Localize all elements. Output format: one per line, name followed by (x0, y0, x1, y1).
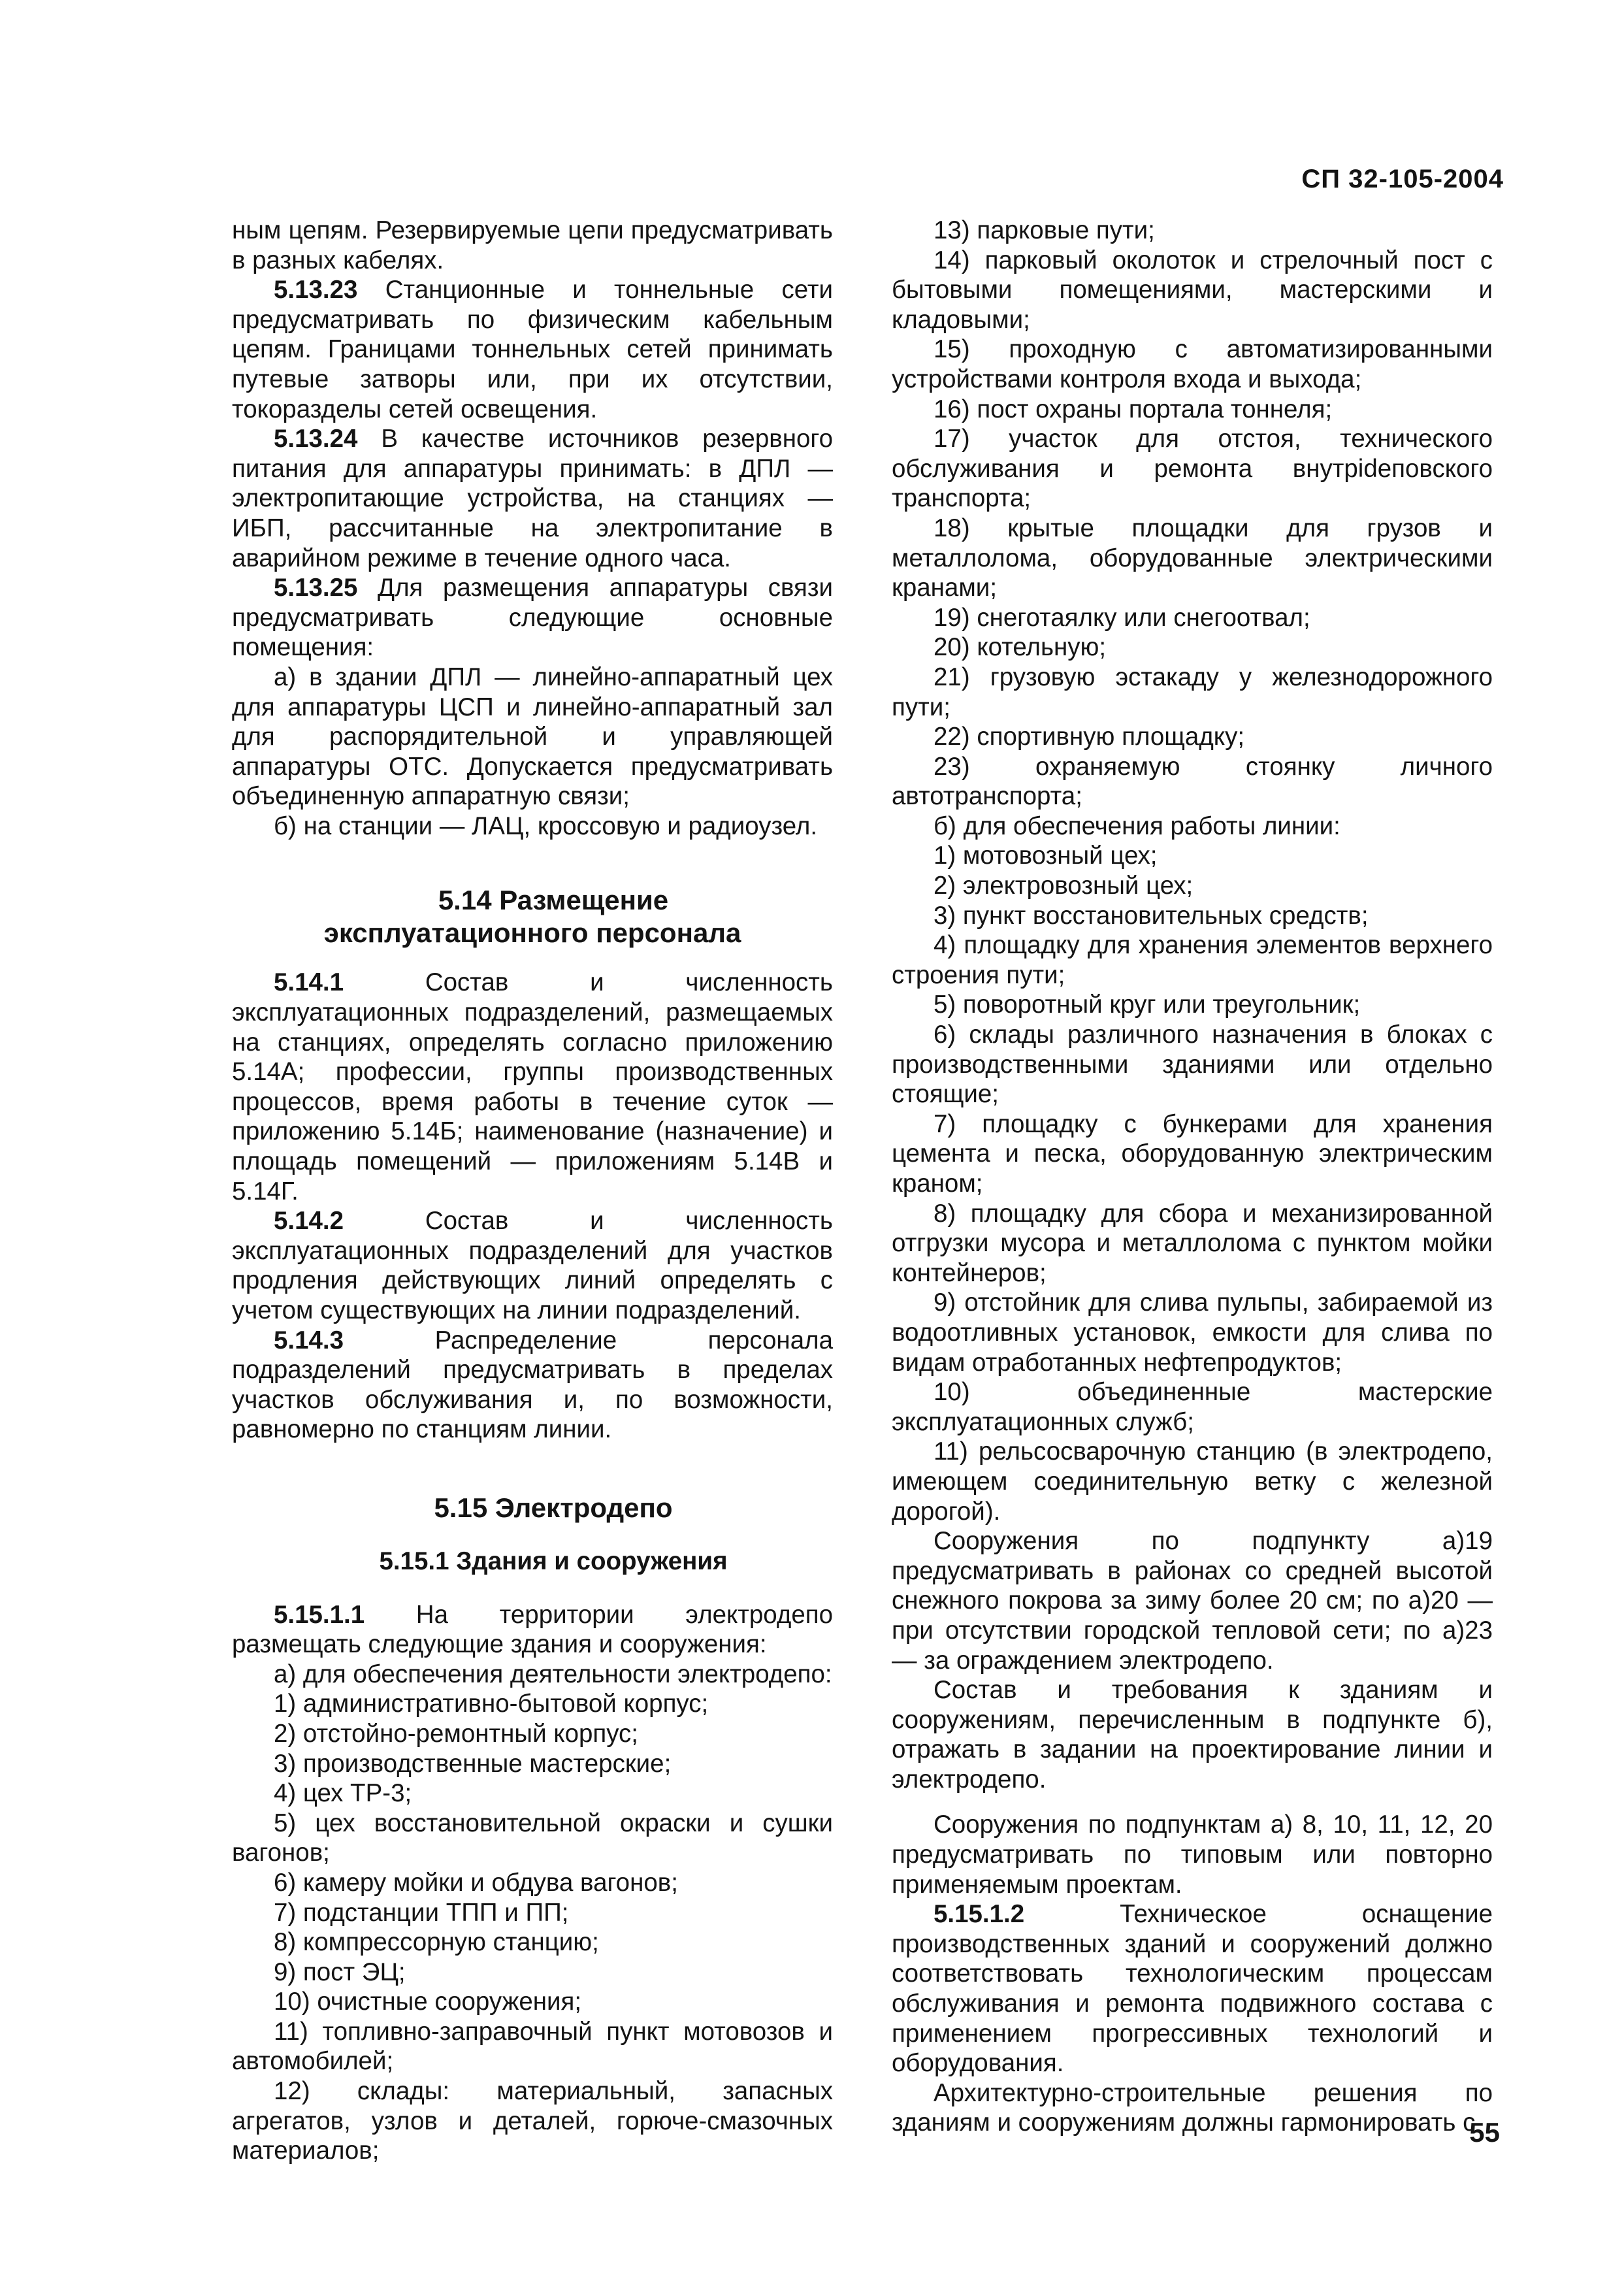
clause-text: Техническое оснащение производственных зданий и сооружений должно соответствовать технологическим процессам обслуживания и ремонта подвижного состава с применением прогрессивных технологий и оборудования. (892, 1900, 1493, 2078)
paragraph-5-13-24 (232, 424, 833, 573)
left-column (232, 216, 833, 2166)
list-item: 7) площадку с бункерами для хранения цемента и песка, оборудованную электрическим краном; (892, 1109, 1493, 1198)
list-item: 9) пост ЭЦ; (274, 1958, 406, 1986)
clause-text: Состав и численность эксплуатационных подразделений для участков продления действующих линий определять с учетом существующих на линии подразделений. (232, 1207, 833, 1324)
clause-number: 5.15.1.1 (274, 1600, 365, 1629)
paragraph-5-14-1 (232, 968, 833, 1206)
paragraph-5-15-1-1 (232, 1600, 833, 1660)
paragraph-5-15-1-2 (892, 1899, 1493, 2078)
list-item: 9) отстойник для слива пульпы, забираемой из водоотливных установок, емкости для слива по видам отработанных нефтепродуктов; (892, 1288, 1493, 1377)
list-item: 22) спортивную площадку; (934, 723, 1245, 751)
list-item: 14) парковый околоток и стрелочный пост с бытовыми помещениями, мастерскими и кладовыми; (892, 246, 1493, 334)
list-item: 11) рельсосварочную станцию (в электродепо, имеющем соединительную ветку с железной дорогой). (892, 1437, 1493, 1526)
list-item: 18) крытые площадки для грузов и металлолома, оборудованные электрическими кранами; (892, 514, 1493, 602)
list-item: 13) парковые пути; (934, 216, 1155, 244)
list-item: 16) пост охраны портала тоннеля; (934, 395, 1333, 423)
paragraph-note: Состав и требования к зданиям и сооружениям, перечисленным в подпункте б), отражать в задании на проектирование линии и электродепо. (892, 1676, 1493, 1794)
clause-number: 5.14.1 (274, 968, 344, 997)
paragraph-5-14-3 (232, 1326, 833, 1445)
list-item: 12) склады: материальный, запасных агрегатов, узлов и деталей, горюче-смазочных материалов; (232, 2077, 833, 2165)
paragraph-continuation: ным цепям. Резервируемые цепи предусматривать в разных кабелях. (232, 216, 833, 274)
list-item: 2) отстойно-ремонтный корпус; (274, 1719, 639, 1748)
list-item: 21) грузовую эстакаду у железнодорожного пути; (892, 663, 1493, 721)
list-item: 1) административно-бытовой корпус; (274, 1690, 709, 1718)
clause-number: 5.14.3 (274, 1326, 344, 1354)
list-item: 17) участок для отстоя, технического обслуживания и ремонта внутрideповского транспорта; (892, 425, 1493, 513)
list-item: 23) охраняемую стоянку личного автотранспорта; (892, 752, 1493, 811)
paragraph-5-14-2 (232, 1206, 833, 1325)
list-item: 3) пункт восстановительных средств; (934, 901, 1369, 930)
section-title-5-14: 5.14 Размещение эксплуатационного персонала (323, 885, 741, 949)
clause-text: Для размещения аппаратуры связи предусматривать следующие основные помещения: (232, 574, 833, 662)
document-code: СП 32-105-2004 (1301, 165, 1504, 193)
list-item: 7) подстанции ТПП и ПП; (274, 1898, 569, 1927)
clause-number: 5.13.25 (274, 574, 358, 602)
paragraph-note: Сооружения по подпункту а)19 предусматривать в районах со средней высотой снежного покрова за зиму более 20 см; по а)20 — при отсутствии городской тепловой сети; по а)23 — за ограждением электродепо. (892, 1527, 1493, 1675)
list-item: 1) мотовозный цех; (934, 842, 1158, 870)
list-item: 6) камеру мойки и обдува вагонов; (274, 1868, 678, 1897)
page-number: 55 (1469, 2117, 1500, 2148)
paragraph-5-13-25 (232, 573, 833, 663)
list-item: а) в здании ДПЛ — линейно-аппаратный цех для аппаратуры ЦСП и линейно-аппаратный зал для распорядительной и управляющей аппаратуры ОТС. Допускается предусматривать объединенную аппаратную связи; (232, 663, 833, 811)
clause-text: В качестве источников резервного питания для аппаратуры принимать: в ДПЛ — электропитающие устройства, на станциях — ИБП, рассчитанные на электропитание в аварийном режиме в течение одного часа. (232, 425, 833, 572)
list-item: 4) площадку для хранения элементов верхнего строения пути; (892, 931, 1493, 989)
paragraph-architecture: Архитектурно-строительные решения по зданиям и сооружениям должны гармонировать с (892, 2078, 1493, 2137)
list-item: 10) объединенные мастерские эксплуатационных служб; (892, 1378, 1493, 1436)
list-item: 4) цех ТР-3; (274, 1779, 412, 1808)
list-intro: б) для обеспечения работы линии: (934, 811, 1340, 840)
list-item: 5) цех восстановительной окраски и сушки вагонов; (232, 1809, 833, 1867)
clause-number: 5.15.1.2 (934, 1900, 1025, 1929)
list-intro: а) для обеспечения деятельности электродепо: (274, 1660, 832, 1688)
subsection-title-5-15-1: 5.15.1 Здания и сооружения (379, 1547, 728, 1575)
list-item: б) на станции — ЛАЦ, кроссовую и радиоузел. (274, 811, 818, 840)
list-item: 5) поворотный круг или треугольник; (934, 991, 1361, 1019)
section-title-5-15: 5.15 Электродепо (434, 1492, 673, 1523)
list-item: 8) площадку для сбора и механизированной отгрузки мусора и металлолома с пунктом мойки контейнеров; (892, 1199, 1493, 1287)
list-item: 19) снеготаялку или снегоотвал; (934, 603, 1310, 632)
clause-number: 5.13.24 (274, 425, 358, 453)
clause-text: Станционные и тоннельные сети предусматривать по физическим кабельным цепям. Границами тоннельных сетей принимать путевые затворы или, при их отсутствии, токоразделы сетей освещения. (232, 276, 833, 423)
clause-number: 5.13.23 (274, 276, 358, 304)
right-column (892, 216, 1493, 2138)
list-item: 11) топливно-заправочный пункт мотовозов и автомобилей; (232, 2017, 833, 2076)
list-item: 2) электровозный цех; (934, 872, 1194, 900)
clause-text: Распределение персонала подразделений предусматривать в пределах участков обслуживания и, по возможности, равномерно по станциям линии. (232, 1326, 833, 1444)
paragraph-note: Сооружения по подпунктам а) 8, 10, 11, 12, 20 предусматривать по типовым или повторно применяемым проектам. (892, 1811, 1493, 1899)
list-item: 6) склады различного назначения в блоках с производственными зданиями или отдельно стоящие; (892, 1021, 1493, 1109)
list-item: 15) проходную с автоматизированными устройствами контроля входа и выхода; (892, 335, 1493, 393)
list-item: 8) компрессорную станцию; (274, 1928, 599, 1957)
list-item: 10) очистные сооружения; (274, 1988, 582, 2016)
list-item: 20) котельную; (934, 633, 1107, 662)
paragraph-5-13-23 (232, 275, 833, 424)
list-item: 3) производственные мастерские; (274, 1749, 672, 1778)
clause-text: Состав и численность эксплуатационных подразделений, размещаемых на станциях, определять согласно приложению 5.14А; профессии, группы производственных процессов, время работы в течение суток — приложению 5.14Б; наименование (назначение) и площадь помещений — приложениям 5.14В и 5.14Г. (232, 968, 833, 1205)
clause-text: На территории электродепо размещать следующие здания и сооружения: (232, 1600, 833, 1659)
clause-number: 5.14.2 (274, 1207, 344, 1236)
